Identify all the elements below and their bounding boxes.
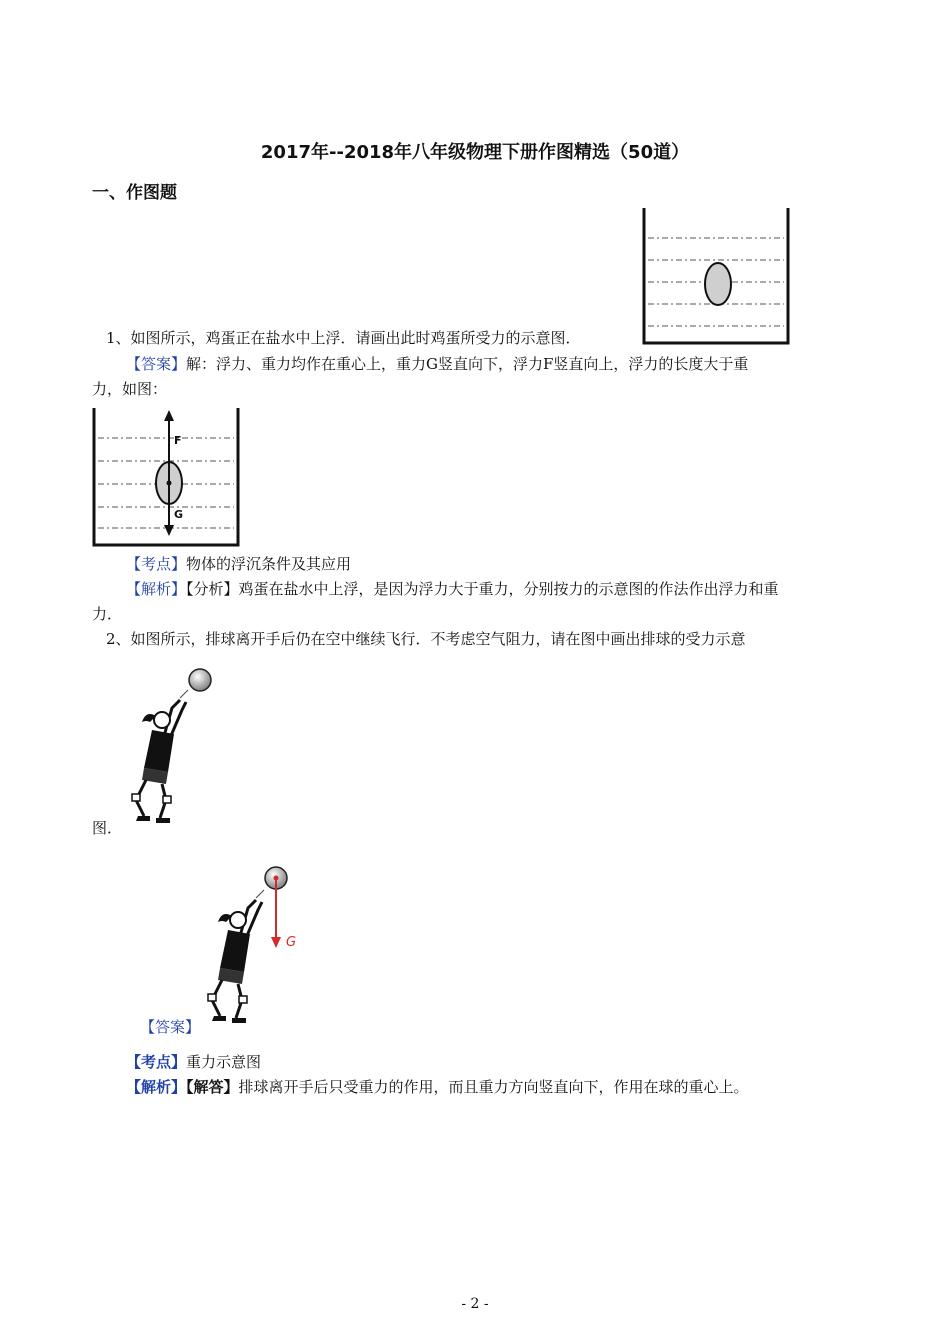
- q2-solution-text: 排球离开手后只受重力的作用，而且重力方向竖直向下，作用在球的重心上。: [238, 1078, 749, 1096]
- egg-center-of-gravity: [167, 481, 172, 486]
- q2-jiexi-tag: 【解析】: [126, 1078, 187, 1096]
- buoyancy-arrow-head: [164, 410, 174, 421]
- q2-question: [106, 629, 746, 649]
- q1-answer-line2: 力，如图：: [92, 380, 168, 398]
- gravity-arrow-head: [164, 525, 174, 536]
- knee-pad: [239, 996, 247, 1003]
- ball-center-of-gravity: [274, 876, 279, 881]
- section-heading: 一、作图题: [92, 183, 177, 203]
- page-number: - 2 -: [461, 1296, 489, 1312]
- q1-answer-figure: [90, 406, 242, 548]
- player-head: [154, 712, 170, 728]
- q1-number: 1、: [106, 329, 131, 347]
- q1-beaker-figure: [640, 206, 792, 346]
- q2-kaodian-tag: 【考点】: [126, 1053, 187, 1071]
- q1-egg: [705, 263, 731, 305]
- player-shoes: [212, 1016, 246, 1023]
- q2-number: 2、: [106, 630, 131, 648]
- q1-jiexi: [126, 579, 779, 599]
- q1-question: [106, 328, 581, 348]
- q1-analysis-bracket: 【分析】: [186, 580, 239, 598]
- q2-answer-tag: [140, 1017, 200, 1037]
- q2-solution-bracket: 【解答】: [186, 1078, 239, 1096]
- q2-jiexi: [126, 1077, 749, 1097]
- q2-volleyball-player-figure: [126, 664, 226, 830]
- q1-answer-tag: 【答案】: [126, 355, 187, 373]
- player-head: [230, 912, 246, 928]
- q2-question-line2: 图．: [92, 819, 123, 837]
- q1-kaodian: [126, 554, 351, 574]
- knee-pad: [208, 994, 216, 1001]
- q2-answer-tag-text: 【答案】: [140, 1018, 201, 1036]
- q1-analysis-text-1: 鸡蛋在盐水中上浮，是因为浮力大于重力，分别按力的示意图的作法作出浮力和重: [238, 580, 779, 598]
- page-title: 2017年--2018年八年级物理下册作图精选（50道）: [260, 142, 690, 163]
- q1-answer-text-1: 解：浮力、重力均作在重心上，重力G竖直向下，浮力F竖直向上，浮力的长度大于重: [186, 355, 749, 373]
- knee-pad: [132, 794, 140, 801]
- q1-question-text: 如图所示，鸡蛋正在盐水中上浮．请画出此时鸡蛋所受力的示意图．: [130, 329, 581, 347]
- q1-analysis-line2: 力．: [92, 605, 123, 623]
- q1-answer-line1: [126, 354, 748, 374]
- knee-pad: [163, 796, 171, 803]
- volleyball: [189, 669, 211, 691]
- gravity-arrow-head: [271, 937, 281, 948]
- q2-kaodian-text: 重力示意图: [186, 1053, 262, 1071]
- q1-kaodian-tag: 【考点】: [126, 555, 187, 573]
- q2-kaodian: [126, 1052, 261, 1072]
- player-torso: [220, 930, 250, 972]
- gravity-label-G: G: [286, 935, 297, 950]
- q1-kaodian-text: 物体的浮沉条件及其应用: [186, 555, 352, 573]
- label-F: F: [174, 434, 182, 447]
- player-shoes: [136, 816, 170, 823]
- player-torso: [144, 730, 174, 772]
- motion-lines: [180, 690, 188, 698]
- q2-answer-figure: [202, 864, 312, 1030]
- q1-jiexi-tag: 【解析】: [126, 580, 187, 598]
- q2-question-text-1: 如图所示，排球离开手后仍在空中继续飞行．不考虑空气阻力，请在图中画出排球的受力示意: [130, 630, 746, 648]
- motion-lines: [256, 890, 264, 898]
- label-G: G: [174, 508, 184, 521]
